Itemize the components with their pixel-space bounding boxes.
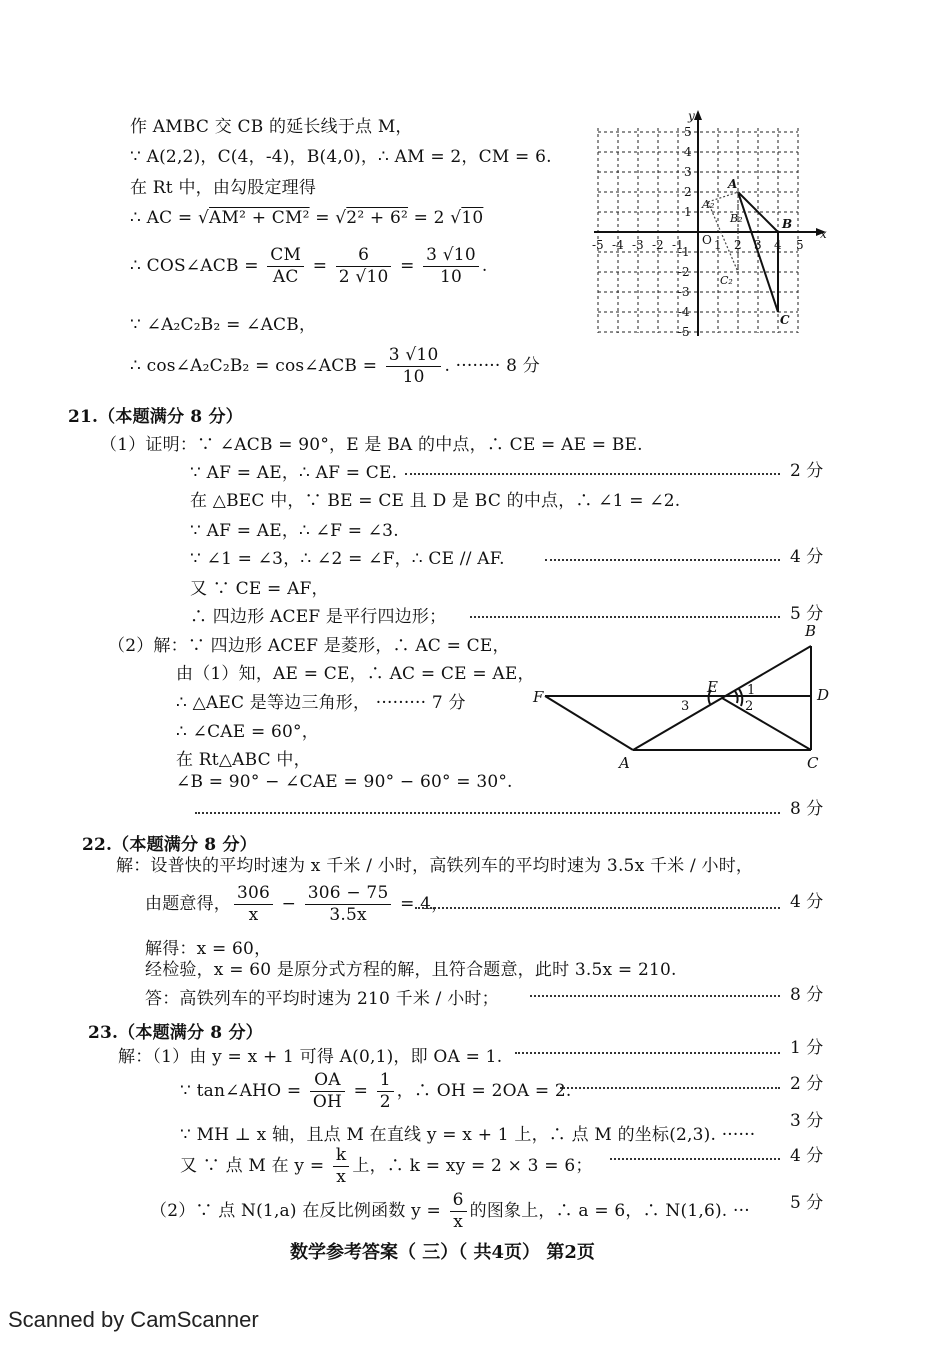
fraction: $\frac{6}{2 √10}$: [336, 245, 392, 288]
q21-p2-line-3: ∴ △AEC 是等边三角形， ········· 7 分: [176, 693, 466, 713]
svg-text:C: C: [780, 313, 790, 327]
q20-line-7: ∴ cos∠A₂C₂B₂ = cos∠ACB = $\frac{3 √10}{10}$ . ········ 8 分: [130, 345, 540, 387]
svg-text:3: 3: [754, 238, 762, 252]
q21-p2-line-4: ∴ ∠CAE = 60°，: [176, 722, 319, 742]
svg-text:2: 2: [684, 185, 692, 199]
q22-line-1: 解：设普快的平均时速为 x 千米 / 小时，高铁列车的平均时速为 3.5x 千米 / 小时，: [116, 856, 754, 876]
svg-text:-3: -3: [678, 285, 690, 299]
q20-line-5: ∴ COS∠ACB = $\frac{CM}{AC}$ = $\frac{6}{2 √10}$ = $\frac{3 √10}{10}$ .: [130, 245, 488, 287]
q21-geometry-figure: [525, 618, 835, 778]
svg-text:-2: -2: [678, 265, 690, 279]
score: 4 分: [790, 1146, 824, 1166]
q23-line-5: [150, 1190, 750, 1233]
q21-title: 21.（本题满分 8 分）: [68, 407, 243, 427]
fraction: $\frac{1}{2}$: [377, 1070, 394, 1113]
line-EC: [722, 698, 811, 750]
score: 4 分: [790, 547, 824, 567]
svg-text:E: E: [707, 678, 718, 696]
text: =: [315, 208, 330, 228]
page-footer: 数学参考答案（ 三）（ 共4页） 第2页: [290, 1242, 595, 1263]
text: =: [353, 1081, 369, 1101]
svg-text:B: B: [805, 622, 817, 640]
text: （2）∵ 点 N(1,a) 在反比例函数 y =: [150, 1201, 441, 1221]
leader-dots: [610, 1158, 780, 1160]
svg-text:1: 1: [714, 238, 722, 252]
q21-p1-line-2: ∵ AF = AE，∴ AF = CE.: [190, 463, 398, 483]
svg-text:1: 1: [684, 205, 692, 219]
text: 又 ∵ 点 M 在 y =: [180, 1156, 325, 1176]
scanner-watermark: Scanned by CamScanner: [8, 1307, 259, 1332]
y-label: y: [688, 109, 695, 123]
leader-dots: [195, 812, 780, 814]
radicand: AM² + CM²: [209, 208, 310, 228]
q21-p1-line-1: （1）证明：∵ ∠ACB = 90°，E 是 BA 的中点，∴ CE = AE = BE.: [100, 435, 643, 455]
svg-text:3: 3: [681, 699, 690, 714]
svg-text:2: 2: [734, 238, 742, 252]
q23-title: 23.（本题满分 8 分）: [88, 1023, 263, 1043]
svg-text:B: B: [782, 217, 793, 231]
text: ∴ cos∠A₂C₂B₂ = cos∠ACB =: [130, 356, 378, 376]
coordinate-grid-figure: [590, 108, 830, 340]
leader-dots: [405, 473, 780, 475]
leader-dots: [515, 1052, 780, 1054]
leader-dots: [545, 559, 780, 561]
leader-dots: [530, 995, 780, 997]
fraction: $\frac{306 - 75}{3.5x}$: [305, 883, 392, 926]
svg-text:-5: -5: [592, 238, 604, 252]
score: 4 分: [790, 892, 824, 912]
q23-line-2: [180, 1070, 572, 1113]
q20-line-1: 作 AMBC 交 CB 的延长线于点 M，: [130, 117, 413, 137]
svg-text:C₂: C₂: [720, 274, 733, 287]
score: 8 分: [790, 799, 824, 819]
svg-text:-4: -4: [612, 238, 624, 252]
text: −: [281, 894, 297, 914]
q22-line-2: [145, 883, 448, 926]
q21-p2-line-5: 在 Rt△ABC 中，: [176, 750, 311, 770]
q21-p2-line-6: ∠B = 90° − ∠CAE = 90° − 60° = 30°.: [176, 772, 513, 792]
score: 8 分: [790, 985, 824, 1005]
line-FA: [545, 696, 633, 750]
text: =: [312, 256, 328, 276]
svg-text:A₂: A₂: [702, 198, 715, 211]
svg-text:-4: -4: [678, 305, 690, 319]
fraction: $\frac{CM}{AC}$: [267, 245, 304, 288]
svg-text:4: 4: [684, 145, 692, 159]
q20-line-4: ∴ AC = √AM² + CM² = √2² + 6² = 2 √10: [130, 208, 484, 228]
leader-dots: [415, 907, 780, 909]
y-axis-arrow: [694, 110, 702, 120]
svg-text:D: D: [817, 686, 830, 704]
q21-p2-line-1: （2）解：∵ 四边形 ACEF 是菱形，∴ AC = CE，: [108, 636, 510, 656]
q21-p1-line-3: 在 △BEC 中，∵ BE = CE 且 D 是 BC 的中点，∴ ∠1 = ∠2.: [190, 491, 681, 511]
fraction: $\frac{306}{x}$: [234, 883, 273, 926]
fraction: $\frac{3 √10}{10}$: [386, 345, 442, 388]
score: 2 分: [790, 461, 824, 481]
q23-line-4: [180, 1145, 593, 1188]
q21-p2-line-2: 由（1）知，AE = CE，∴ AC = CE = AE，: [176, 664, 535, 684]
q23-line-3: ∵ MH ⊥ x 轴，且点 M 在直线 y = x + 1 上，∴ 点 M 的坐标(2,3). ······: [180, 1125, 756, 1145]
origin-label: O: [702, 233, 712, 247]
score: 5 分: [790, 1193, 824, 1213]
fraction: $\frac{k}{x}$: [333, 1145, 350, 1188]
svg-text:-5: -5: [678, 325, 690, 339]
text: ∵ tan∠AHO =: [180, 1081, 302, 1101]
score: 2 分: [790, 1074, 824, 1094]
svg-text:1: 1: [747, 683, 756, 698]
q21-p1-line-7: ∴ 四边形 ACEF 是平行四边形；: [190, 607, 447, 627]
fraction: $\frac{OA}{OH}$: [310, 1070, 345, 1113]
text: 上，∴ k = xy = 2 × 3 = 6；: [352, 1156, 593, 1176]
leader-dots: [560, 1087, 780, 1089]
svg-text:C: C: [807, 754, 819, 772]
q20-line-6: ∵ ∠A₂C₂B₂ = ∠ACB，: [130, 315, 317, 335]
text: 由题意得，: [145, 894, 231, 914]
q22-line-4: 经检验，x = 60 是原分式方程的解，且符合题意，此时 3.5x = 210.: [145, 960, 677, 980]
score: 3 分: [790, 1111, 824, 1131]
score: 8 分: [506, 356, 540, 376]
svg-text:3: 3: [684, 165, 692, 179]
q20-line-2: ∵ A(2,2)，C(4，-4)，B(4,0)，∴ AM = 2，CM = 6.: [130, 147, 552, 167]
svg-text:5: 5: [684, 125, 692, 139]
svg-text:B₂: B₂: [730, 212, 743, 225]
q21-p1-line-6: 又 ∵ CE = AF，: [190, 579, 329, 599]
svg-text:4: 4: [774, 238, 782, 252]
radicand: 10: [461, 208, 484, 228]
q20-line-3: 在 Rt 中，由勾股定理得: [130, 178, 317, 198]
svg-text:A: A: [619, 754, 630, 772]
q21-p1-line-5: ∵ ∠1 = ∠3，∴ ∠2 = ∠F，∴ CE // AF.: [190, 549, 505, 569]
fraction: $\frac{3 √10}{10}$: [423, 245, 479, 288]
text: = 4，: [400, 894, 449, 914]
text: ，∴ OH = 2OA = 2.: [396, 1081, 572, 1101]
score: 5 分: [790, 604, 824, 624]
text: =: [400, 256, 415, 276]
svg-text:5: 5: [796, 238, 804, 252]
svg-text:2: 2: [745, 699, 754, 714]
fraction: $\frac{6}{x}$: [450, 1190, 467, 1233]
svg-text:F: F: [533, 688, 544, 706]
q22-title: 22.（本题满分 8 分）: [82, 835, 257, 855]
text: ∴ AC =: [130, 208, 193, 228]
text: ∴ COS∠ACB =: [130, 256, 259, 276]
q22-line-5: 答：高铁列车的平均时速为 210 千米 / 小时；: [145, 989, 499, 1009]
x-label: x: [820, 227, 827, 241]
svg-text:-1: -1: [672, 238, 684, 252]
score: 1 分: [790, 1038, 824, 1058]
svg-text:-1: -1: [678, 245, 690, 259]
radicand: 2² + 6²: [346, 208, 409, 228]
q23-line-1: 解：（1）由 y = x + 1 可得 A(0,1)，即 OA = 1.: [118, 1047, 503, 1067]
svg-text:-3: -3: [632, 238, 644, 252]
svg-text:A: A: [728, 177, 738, 191]
text: = 2: [413, 208, 445, 228]
q22-line-3: 解得：x = 60，: [145, 939, 272, 959]
q21-p1-line-4: ∵ AF = AE，∴ ∠F = ∠3.: [190, 521, 399, 541]
svg-text:-2: -2: [652, 238, 664, 252]
text: 的图象上，∴ a = 6，∴ N(1,6). ···: [469, 1201, 750, 1221]
